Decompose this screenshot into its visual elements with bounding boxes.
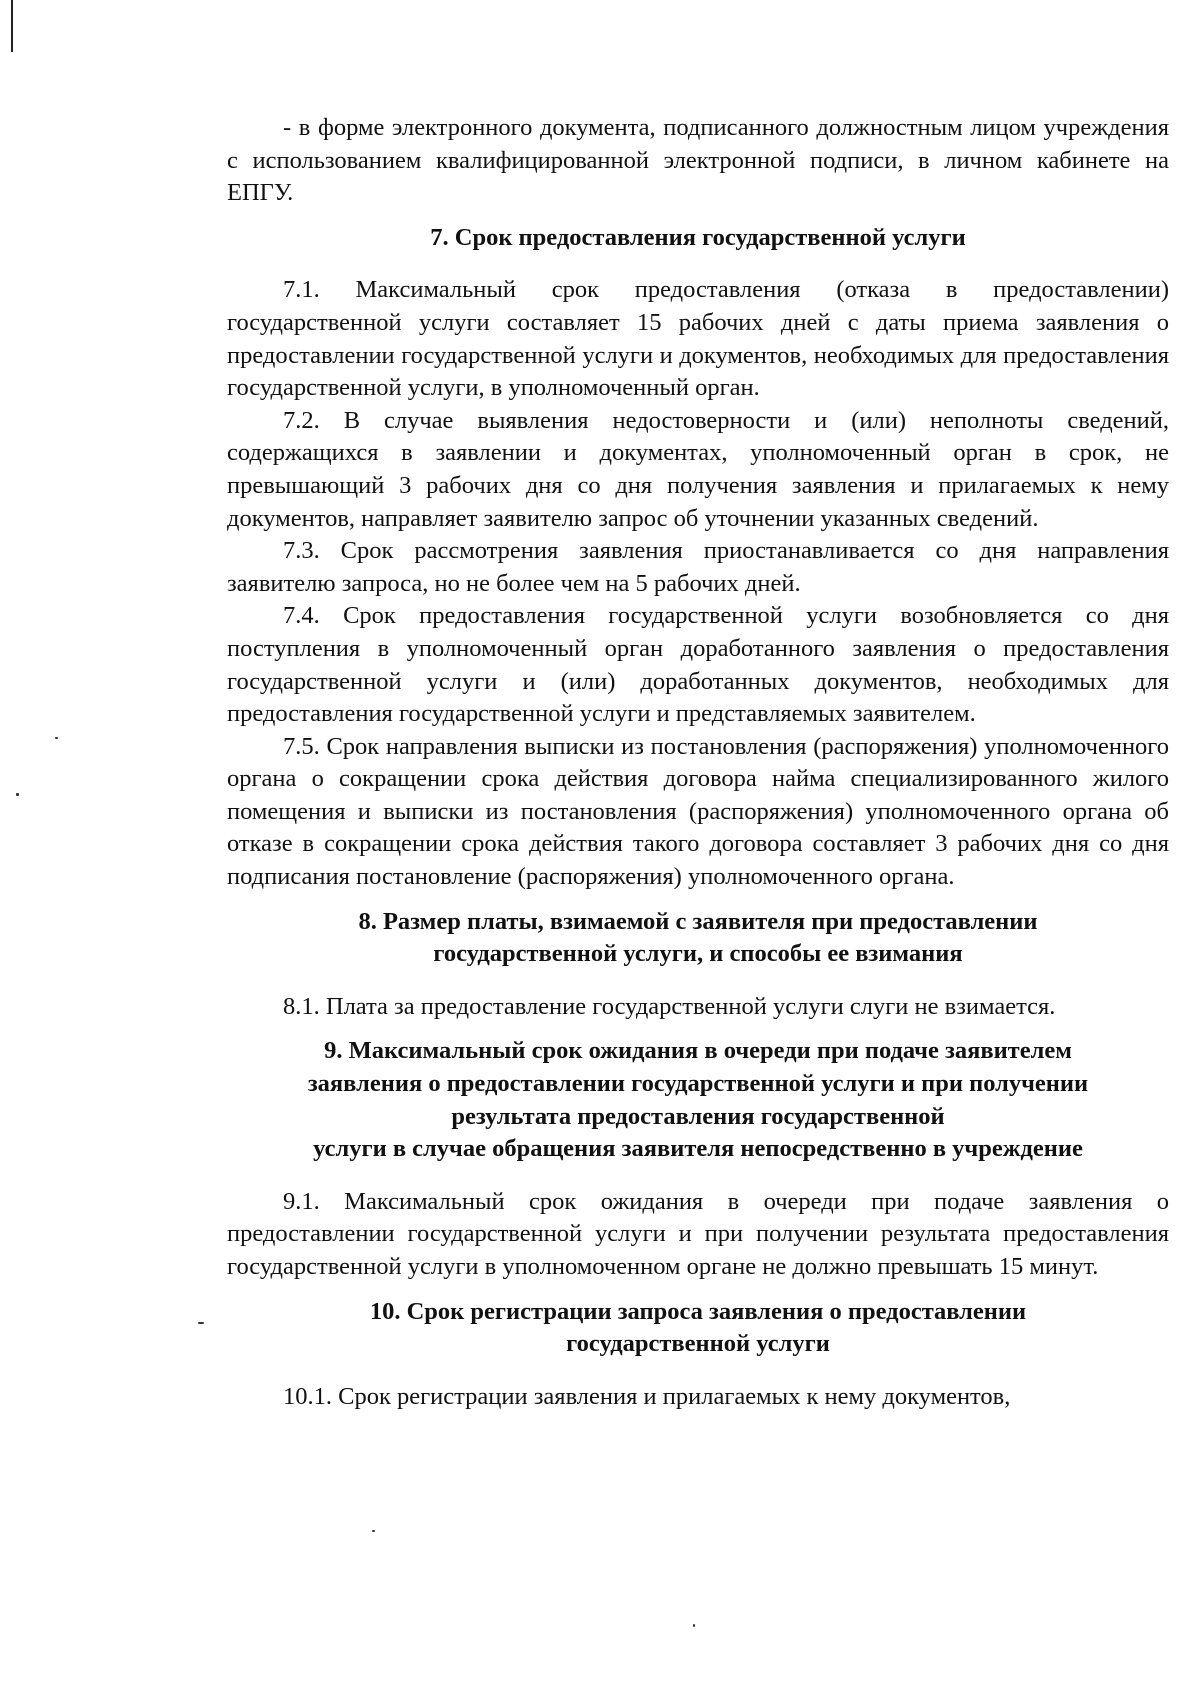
paragraph-7-5: 7.5. Срок направления выписки из постановления (распоряжения) уполномоченного органа о сокращении срока действия договора найма специализированного жилого помещения и выписки из постановления (распоряжения) уполномоченного органа об отказе в сокращении срока действия такого договора составляет 3 рабочих дня со дня подписания постановление (распоряжения) уполномоченного органа. — [227, 732, 1169, 891]
section-10-heading — [227, 1296, 1169, 1361]
section-9-heading-line-3: результата предоставления государственной — [451, 1102, 945, 1130]
section-10-heading-line-2: государственной услуги — [566, 1330, 830, 1358]
paragraph-7-4: 7.4. Срок предоставления государственной услуги возобновляется со дня поступления в уполномоченный орган доработанного заявления о предоставления государственной услуги и (или) доработанных документов, необходимых для предоставления государственной услуги и представляемых заявителем. — [227, 602, 1169, 728]
intro-paragraph: - в форме электронного документа, подписанного должностным лицом учреждения с использованием квалифицированной электронной подписи, в личном кабинете на ЕПГУ. — [227, 114, 1169, 207]
paragraph-8-1: 8.1. Плата за предоставление государственной услуги слуги не взимается. — [283, 992, 1056, 1020]
scan-left-edge-mark — [11, 0, 13, 52]
section-9-heading-line-4: услуги в случае обращения заявителя непосредственно в учреждение — [313, 1135, 1083, 1163]
section-7-heading: 7. Срок предоставления государственной услуги — [430, 223, 966, 251]
section-10-heading-line-1: 10. Срок регистрации запроса заявления о предоставлении — [369, 1297, 1027, 1325]
paragraph-7-3: 7.3. Срок рассмотрения заявления приостанавливается со дня направления заявителю запроса, но не более чем на 5 рабочих дней. — [227, 537, 1169, 597]
section-8-heading-line-1: 8. Размер платы, взимаемой с заявителя при предоставлении — [358, 907, 1038, 935]
document-body — [227, 112, 1169, 1413]
paragraph-9-1: 9.1. Максимальный срок ожидания в очереди при подаче заявления о предоставлении государственной услуги и при получении результата предоставления государственной услуги в уполномоченном органе не должно превышать 15 минут. — [227, 1187, 1169, 1280]
scan-speck — [372, 1530, 375, 1532]
section-8-heading — [227, 906, 1169, 971]
section-9-heading-line-1: 9. Максимальный срок ожидания в очереди при подаче заявителем — [324, 1037, 1072, 1065]
section-8-heading-line-2: государственной услуги, и способы ее взимания — [433, 940, 963, 968]
paragraph-7-2: 7.2. В случае выявления недостоверности и (или) неполноты сведений, содержащихся в заявлении и документах, уполномоченный орган в срок, не превышающий 3 рабочих дня со дня получения заявления и прилагаемых к нему документов, направляет заявителю запрос об уточнении указанных сведений. — [227, 406, 1169, 532]
section-9-heading-line-2: заявления о предоставлении государственной услуги и при получении — [307, 1070, 1089, 1098]
paragraph-10-1: 10.1. Срок регистрации заявления и прилагаемых к нему документов, — [283, 1382, 1011, 1410]
scan-speck — [16, 793, 19, 796]
scan-speck — [55, 737, 58, 739]
paragraph-7-1: 7.1. Максимальный срок предоставления (отказа в предоставлении) государственной услуги составляет 15 рабочих дней с даты приема заявления о предоставлении государственной услуги и документов, необходимых для предоставления государственной услуги, в уполномоченный орган. — [227, 276, 1169, 402]
section-9-heading — [227, 1035, 1169, 1165]
scan-speck — [693, 1624, 695, 1627]
scan-speck — [198, 1322, 204, 1324]
